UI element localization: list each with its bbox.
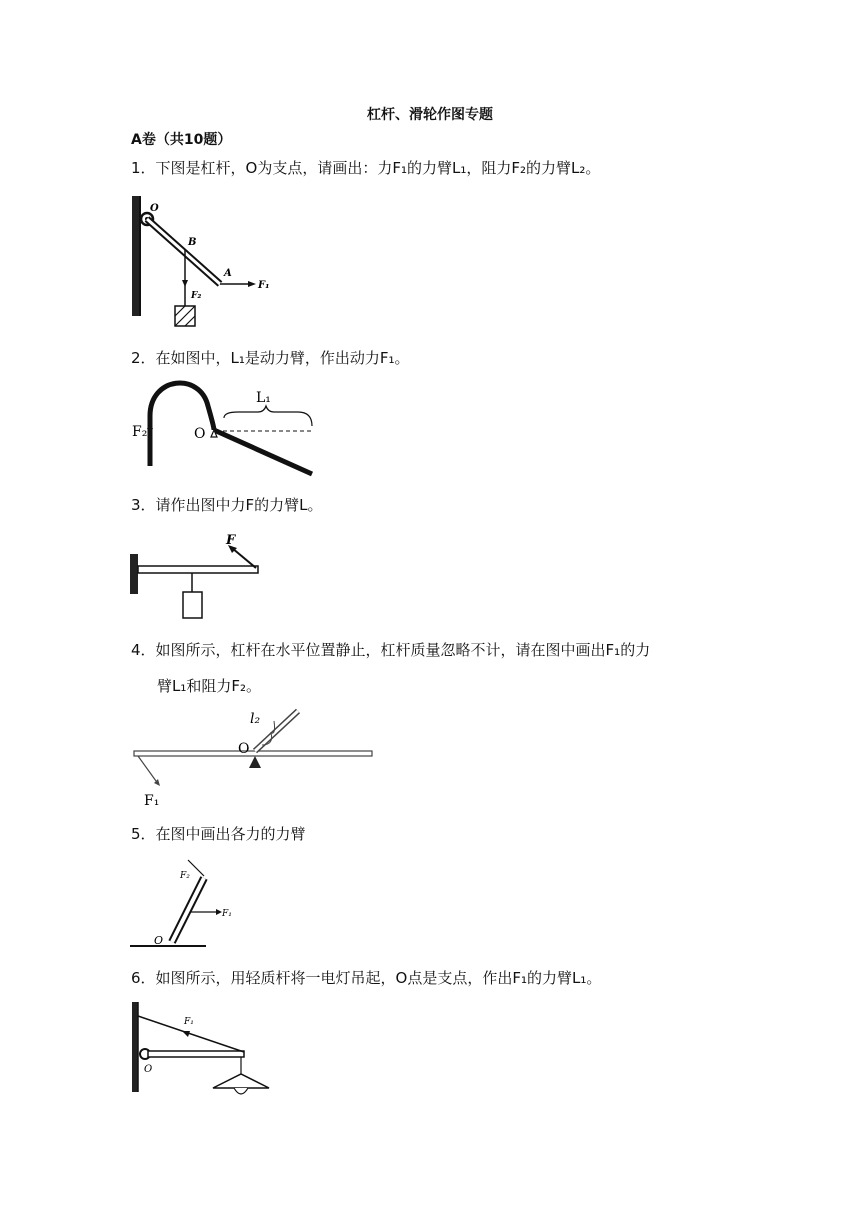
figure-6-lamp-lever bbox=[128, 1000, 278, 1105]
question-3 bbox=[131, 495, 323, 515]
label-A: A bbox=[224, 268, 232, 279]
question-text-line1: 如图所示，杠杆在水平位置静止，杠杆质量忽略不计，请在图中画出F₁的力 bbox=[155, 641, 651, 659]
question-number: 2． bbox=[131, 349, 156, 367]
question-text: 在图中画出各力的力臂 bbox=[155, 825, 306, 843]
question-5 bbox=[131, 824, 306, 844]
label-F: F bbox=[226, 533, 236, 548]
figure-3-cantilever bbox=[128, 528, 268, 623]
label-O: O bbox=[154, 934, 164, 947]
label-O: O bbox=[194, 426, 206, 442]
label-F2: F₂ bbox=[191, 291, 202, 301]
question-number: 3． bbox=[131, 496, 156, 514]
page-title: 杠杆、滑轮作图专题 bbox=[367, 107, 493, 123]
label-O: O bbox=[238, 741, 250, 757]
label-F1: F₁ bbox=[222, 909, 232, 919]
question-text: 下图是杠杆，O为支点，请画出：力F₁的力臂L₁，阻力F₂的力臂L₂。 bbox=[155, 159, 601, 177]
label-l2: l₂ bbox=[250, 711, 261, 727]
question-text: 如图所示，用轻质杆将一电灯吊起，O点是支点，作出F₁的力臂L₁。 bbox=[155, 969, 602, 987]
label-F1: F₁ bbox=[184, 1017, 194, 1027]
question-6 bbox=[131, 968, 601, 988]
label-F1: F₁ bbox=[258, 280, 270, 291]
label-F1: F₁ bbox=[144, 793, 160, 809]
question-number: 6． bbox=[131, 969, 156, 987]
label-B: B bbox=[188, 237, 197, 248]
label-F2: F₂ bbox=[132, 424, 148, 440]
figure-2-curved-lever bbox=[128, 376, 328, 481]
question-text: 请作出图中力F的力臂L。 bbox=[155, 496, 323, 514]
question-text: 在如图中，L₁是动力臂，作出动力F₁。 bbox=[155, 349, 410, 367]
question-text-line2: 臂L₁和阻力F₂。 bbox=[157, 677, 262, 695]
section-heading: A卷（共10题） bbox=[131, 132, 232, 148]
figure-5-inclined-rod bbox=[128, 858, 238, 953]
label-L1: L₁ bbox=[256, 390, 271, 406]
figure-4-horizontal-lever bbox=[130, 705, 380, 810]
label-O: O bbox=[150, 203, 159, 214]
question-number: 5． bbox=[131, 825, 156, 843]
question-number: 4． bbox=[131, 641, 156, 659]
question-number: 1． bbox=[131, 159, 156, 177]
question-2 bbox=[131, 348, 410, 368]
label-O: O bbox=[144, 1064, 153, 1075]
question-4 bbox=[131, 632, 741, 704]
question-1 bbox=[131, 158, 600, 178]
figure-1-lever bbox=[128, 192, 288, 332]
label-F2: F₂ bbox=[180, 871, 190, 881]
